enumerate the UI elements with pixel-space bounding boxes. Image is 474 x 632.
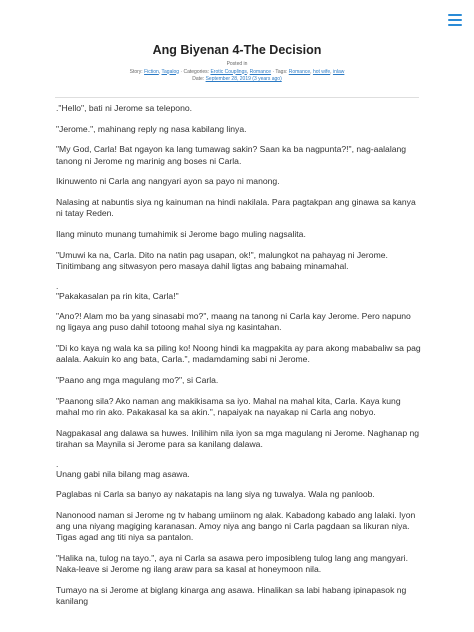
story-link-fiction[interactable]: Fiction [144,68,159,75]
post-header [0,42,474,84]
post-meta [0,61,474,84]
date-line [0,76,474,84]
paragraph: Nagpakasal ang dalawa sa huwes. Inilihim nila iyon sa mga magulang ni Jerome. Naghanap ng tirahan sa Maynila si Jerome para sa kanilang dalawa. [56,427,420,449]
paragraph: "Ano?! Alam mo ba yang sinasabi mo?", maang na tanong ni Carla kay Jerome. Pero napuno ng ligaya ang puso dahil totoong mahal siya ng kasintahan. [56,311,411,333]
paragraph: Ikinuwento ni Carla ang nangyari ayon sa payo ni manong. [56,176,280,187]
paragraph: ."Hello", bati ni Jerome sa telepono. [56,103,193,113]
paragraph: "Halika na, tulog na tayo.", aya ni Carla sa asawa pero imposibleng tulog lang ang mangyari. Naka-leave si Jerome ng ilang araw para sa kasal at honeymoon nila. [56,553,408,575]
paragraph: Ilang minuto munang tumahimik si Jerome bago muling nagsalita. [56,228,306,239]
paragraph: "Jerome.", mahinang reply ng nasa kabilang linya. [56,123,247,134]
post-title: Ang Biyenan 4-The Decision [152,43,322,57]
category-link-romance[interactable]: Romance [249,68,272,75]
posted-in-line [0,61,474,69]
tag-link-romance[interactable]: Romance [288,68,311,75]
paragraph: Tumayo na si Jerome at biglang kinarga ang asawa. Hinalikan sa labi habang ipinapasok ng kanilang [56,584,407,607]
category-link-erotic-couplings[interactable]: Erotic Couplings [210,68,247,75]
tag-link-inlaw[interactable]: inlaw [332,68,345,75]
paragraph: "Pakakasalan pa rin kita, Carla!" [56,290,179,301]
date-link[interactable]: September 28, 2019 (3 years ago) [205,76,282,82]
tags-label: Tags: [275,68,288,75]
top-bar [0,0,474,40]
section-dot: . [56,280,59,291]
paragraph: Nalasing at nabuntis siya ng kainuman na hindi nakilala. Para pagtakpan ang ginawa sa kanya ni tatay Reden. [56,197,416,219]
paragraph: "Paanong sila? Ako naman ang makikisama sa iyo. Mahal na mahal kita, Carla. Kaya kung mahal mo rin ako. Pakakasal ka sa akin.", napaiyak na nayakap ni Carla ang nobyo. [56,395,401,417]
paragraph: Paglabas ni Carla sa banyo ay nakatapis na lang siya ng tuwalya. Wala ng panloob. [56,489,375,500]
hamburger-menu-icon[interactable] [448,14,462,26]
date-label: Date: [192,76,205,82]
taxonomy-line: Story: Fiction, Tagalog · Categories: Erotic Couplings, Romance · Tags: Romance, hot wife, inlaw [129,68,345,75]
story-link-tagalog[interactable]: Tagalog [161,68,180,75]
paragraph: Nanonood naman si Jerome ng tv habang umiinom ng alak. Kabadong kabado ang lalaki. Iyon ang una niyang magiging karanasan. Amoy niya ang bango ni Carla pagdaan sa likuran niya. Tigas agad ang titi niya sa pantalon. [56,509,416,543]
story-label: Story: [129,68,143,75]
paragraph: "Umuwi ka na, Carla. Dito na natin pag usapan, ok!", malungkot na pahayag ni Jerome. Tinitimbang ang sitwasyon pero masaya dahil ligtas ang babaing minamahal. [56,249,388,271]
paragraph: "Di ko kaya ng wala ka sa piling ko! Noong hindi ka magpakita ay para akong mababaliw sa pag aalala. Aakuin ko ang bata, Carla.", madamdaming sabi ni Jerome. [56,343,421,365]
paragraph: "Paano ang mga magulang mo?", si Carla. [56,375,219,386]
posted-in-label: Posted in [226,61,248,67]
categories-label: Categories: [183,68,210,75]
paragraph: "My God, Carla! Bat ngayon ka lang tumawag sakin? Saan ka ba nagpunta?!", nag-aalalang tanong ni Jerome ng marinig ang boses ni Carla. [56,144,407,166]
paragraph: Unang gabi nila bilang mag asawa. [56,468,190,479]
article-body [56,103,422,617]
tag-link-hot-wife[interactable]: hot wife [312,68,331,75]
section-dot: . [56,458,59,469]
header-divider [55,97,419,98]
